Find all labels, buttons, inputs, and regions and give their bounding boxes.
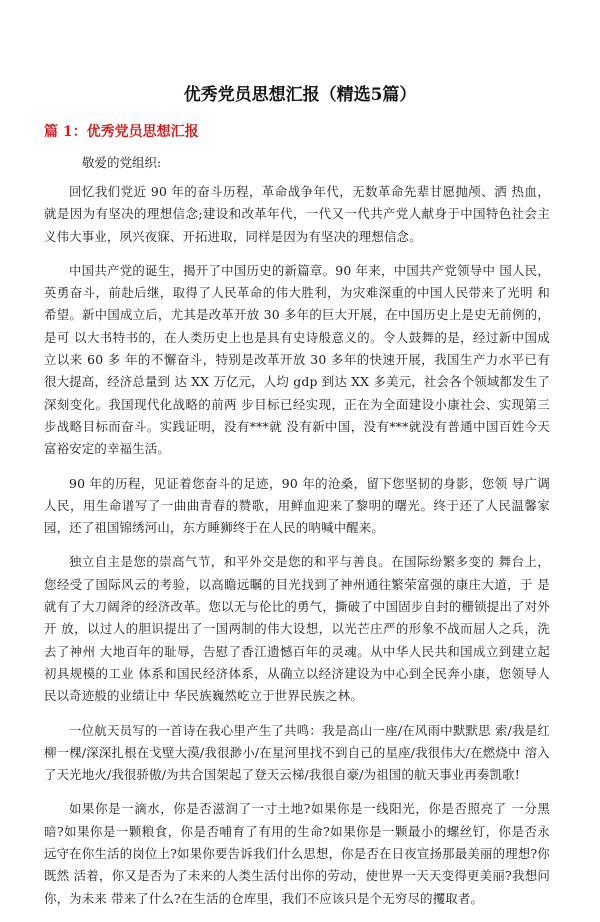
document-body [44, 181, 550, 922]
paragraph: 中国共产党的诞生，揭开了中国历史的新篇章。90 年来，中国共产党领导中 国人民，英勇奋斗，前赴后继，取得了人民革命的伟大胜利，为灾难深重的中国人民带来了光明 和希望。新中国成立后，尤其是改革开放 30 多年的巨大开展，在中国历史上是史无前例的，是可 以大书特书的，在人类历史上也是具有史诗般意义的。令人鼓舞的是，经过新中国成立以来 60 多 年的不懈奋斗，特别是改革开放 30 多年的快速开展，我国生产力水平已有很大提高，经济总量到 达 XX 万亿元，人均 gdp 到达 XX 多美元，社会各个领域都发生了深刻变化。我国现代化战略的前两 步目标已经实现，正在为全面建设小康社会、实现第三步战略目标而奋斗。实践证明，没有***就 没有新中国，没有***就没有普通中国百姓今天富裕安定的幸福生活。 [44, 262, 550, 457]
section-heading: 篇 1：优秀党员思想汇报 [44, 124, 199, 140]
paragraph: 如果你是一滴水，你是否滋润了一寸土地?如果你是一线阳光，你是否照亮了 一分黑暗?如果你是一颗粮食，你是否哺育了有用的生命?如果你是一颗最小的螺丝钉，你是否永 远守在你生活的岗位上?如果你要告诉我们什么思想，你是否在日夜宣扬那最美丽的理想?你既然 活着，你又是否为了未来的人类生活付出你的劳动，使世界一天天变得更美丽?我想问你，为未来 带来了什么?在生活的仓库里，我们不应该只是个无穷尽的攫取者。 [44, 801, 550, 906]
paragraph: 回忆我们党近 90 年的奋斗历程，革命战争年代，无数革命先辈甘愿抛颅、洒 热血，就是因为有坚决的理想信念;建设和改革年代，一代又一代共产党人献身于中国特色社会主 义伟大事业，夙兴夜寐、开拓进取，同样是因为有坚决的理想信念。 [44, 184, 550, 244]
document-title: 优秀党员思想汇报（精选5篇） [183, 85, 417, 105]
paragraph: 独立自主是您的崇高气节，和平外交是您的和平与善良。在国际纷繁多变的 舞台上，您经受了国际风云的考验，以高瞻远瞩的目光找到了神州通往繁荣富强的康庄大道，于 是就有了大刀阔斧的经济改革。您以无与伦比的勇气，撕破了中国固步自封的栅锁提出了对外开 放，以过人的胆识提出了一国两制的伟大设想，以光芒庄严的形象不战而屈人之兵，洗去了神州 大地百年的耻辱，告慰了香江遗憾百年的灵魂。从中华人民共和国成立到建立起初具规模的工业 体系和国民经济体系，从确立以经济建设为中心到全民奔小康，您领导人民以奇迹般的业绩让中 华民族巍然屹立于世界民族之林。 [44, 554, 550, 704]
paragraph: 一位航天员写的一首诗在我心里产生了共鸣：我是高山一座/在风雨中默默思 索/我是红柳一棵/深深扎根在戈壁大漠/我很渺小/在星河里找不到自己的星座/我很伟大/在燃烧中 溶入了天光地火/我很骄傲/为共合国架起了登天云梯/我很自豪/为祖国的航天事业再奏凯歌! [44, 722, 550, 783]
salutation: 敬爱的党组织: [82, 155, 162, 170]
paragraph: 90 年的历程，见证着您奋斗的足迹，90 年的沧桑，留下您坚韧的身影，您领 导广调人民，用生命谱写了一曲曲青春的赞歌，用鲜血迎来了黎明的曙光。终于还了人民温馨家 园，还了祖国锦绣河山，东方睡狮终于在人民的呐喊中醒来。 [44, 475, 550, 536]
